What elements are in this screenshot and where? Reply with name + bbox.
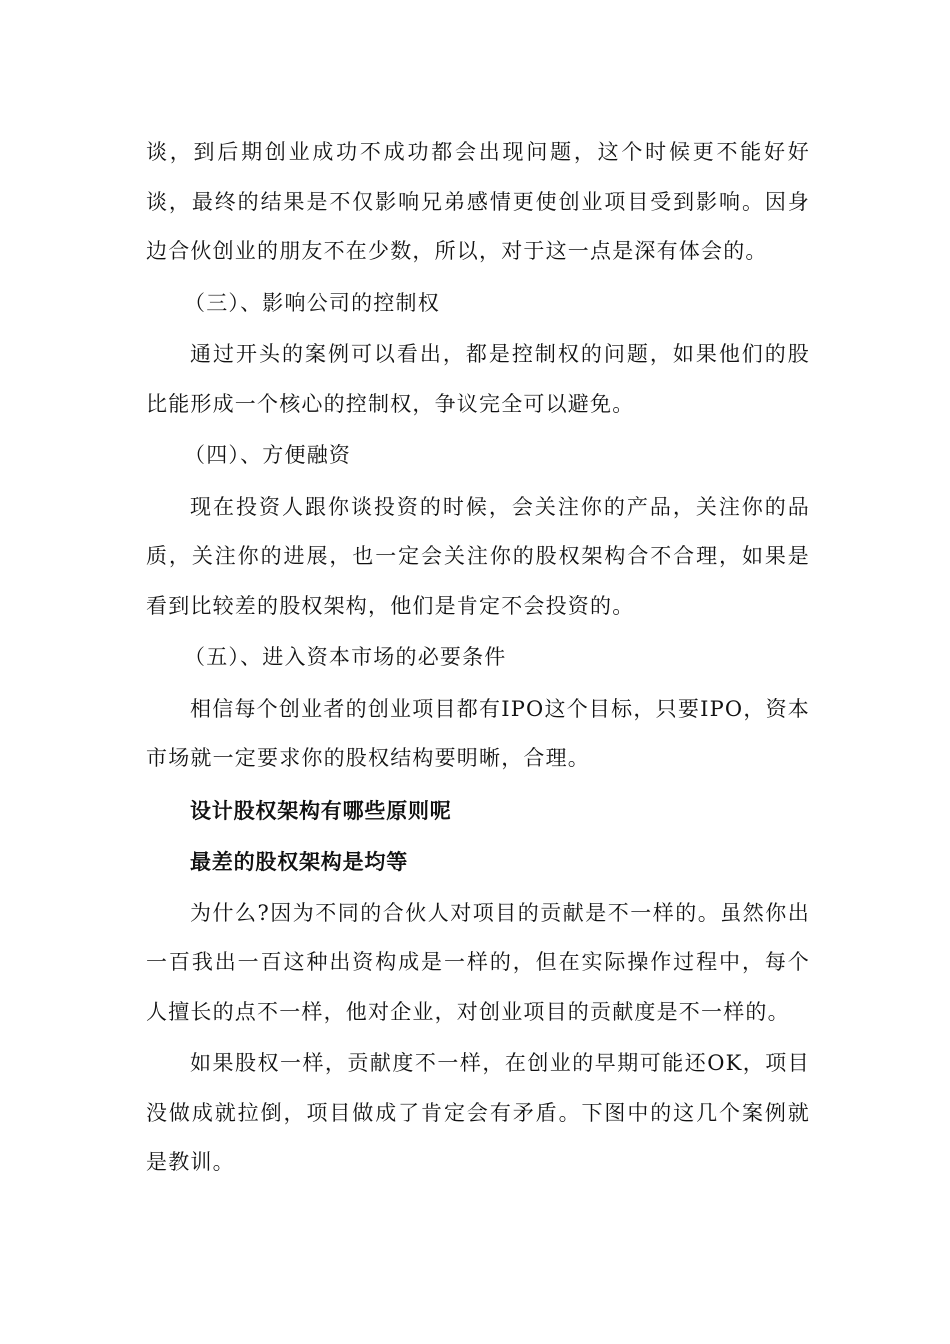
paragraph-conflict-cases: 如果股权一样，贡献度不一样，在创业的早期可能还OK，项目没做成就拉倒，项目做成了肯定会有矛盾。下图中的这几个案例就是教训。 xyxy=(146,1051,810,1174)
heading-worst-structure: 最差的股权架构是均等 xyxy=(190,849,408,874)
paragraph-financing: 现在投资人跟你谈投资的时候，会关注你的产品，关注你的品质，关注你的进展，也一定会关注你的股权架构合不合理，如果是看到比较差的股权架构，他们是肯定不会投资的。 xyxy=(146,494,810,618)
paragraph-continued: 谈，到后期创业成功不成功都会出现问题，这个时候更不能好好谈，最终的结果是不仅影响兄弟感情更使创业项目受到影响。因身边合伙创业的朋友不在少数，所以，对于这一点是深有体会的。 xyxy=(146,140,810,263)
heading-design-principles: 设计股权架构有哪些原则呢 xyxy=(190,797,452,823)
subheading-capital-market: （五）、进入资本市场的必要条件 xyxy=(184,645,507,669)
paragraph-capital-market: 相信每个创业者的创业项目都有IPO这个目标，只要IPO，资本市场就一定要求你的股权结构要明晰，合理。 xyxy=(146,696,810,770)
subheading-financing: （四）、方便融资 xyxy=(184,443,352,467)
paragraph-why-equal-is-bad: 为什么?因为不同的合伙人对项目的贡献是不一样的。虽然你出一百我出一百这种出资构成是一样的，但在实际操作过程中，每个人擅长的点不一样，他对企业，对创业项目的贡献度是不一样的。 xyxy=(146,900,810,1024)
subheading-control-rights: （三）、影响公司的控制权 xyxy=(184,290,440,315)
paragraph-control-rights: 通过开头的案例可以看出，都是控制权的问题，如果他们的股比能形成一个核心的控制权，争议完全可以避免。 xyxy=(146,342,810,416)
document-body xyxy=(146,128,810,1190)
